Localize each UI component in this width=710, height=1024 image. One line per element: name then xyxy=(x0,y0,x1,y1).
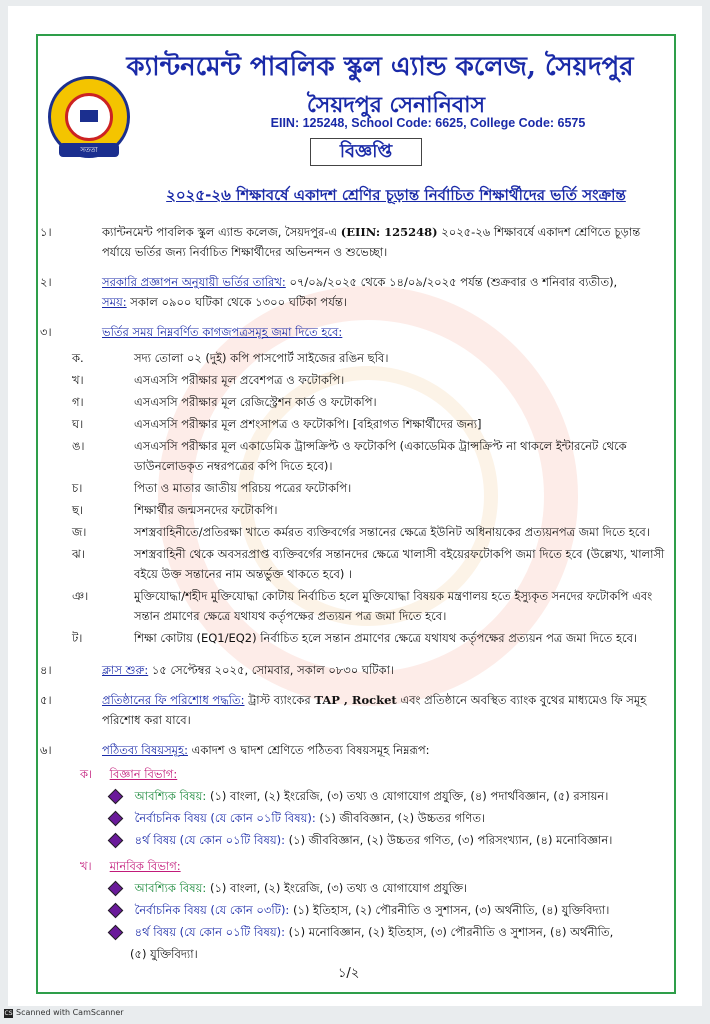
diamond-bullet-icon xyxy=(108,925,124,941)
sub-letter: গ। xyxy=(72,395,84,409)
fee-payment-text: ট্রাস্ট ব্যাংকের xyxy=(248,693,311,707)
scanner-text: Scanned with CamScanner xyxy=(16,1008,124,1017)
item-number: ২। xyxy=(40,275,52,289)
sub-letter: ঙ। xyxy=(72,439,85,453)
list-item xyxy=(40,222,672,262)
document-text: সশস্ত্রবাহিনীতে/প্রতিরক্ষা খাতে কর্মরত ব্যক্তিবর্গের সন্তানের ক্ষেত্রে ইউনিট অধিনায়কের প্রত্যয়নপত্র জমা দিতে হবে। xyxy=(134,525,650,539)
elective-text: (১) ইতিহাস, (২) পৌরনীতি ও সুশাসন, (৩) অর্থনীতি, (৪) যুক্তিবিদ্যা। xyxy=(292,903,610,917)
sub-letter: খ। xyxy=(72,373,84,387)
compulsory-label: আবশ্যিক বিষয়: xyxy=(134,789,207,803)
document-item xyxy=(72,370,672,390)
documents-label: ভর্তির সময় নিম্নবর্ণিত কাগজপত্রসমূহ জমা দিতে হবে: xyxy=(102,325,343,339)
admission-date-text: ০৭/০৯/২০২৫ থেকে ১৪/০৯/২০২৫ পর্যন্ত (শুক্রবার ও শনিবার ব্যতীত), xyxy=(289,275,618,289)
diamond-bullet-icon xyxy=(108,903,124,919)
science-title: বিজ্ঞান বিভাগ: xyxy=(109,767,178,781)
sub-letter: চ। xyxy=(72,481,83,495)
document-text: সদ্য তোলা ০২ (দুই) কপি পাসপোর্ট সাইজের রঙিন ছবি। xyxy=(134,351,389,365)
notice-subject: ২০২৫-২৬ শিক্ষাবর্ষে একাদশ শ্রেণির চূড়ান্ত নির্বাচিত শিক্ষার্থীদের ভর্তি সংক্রান্ত xyxy=(166,186,626,204)
humanities-fourth-cont xyxy=(80,944,672,964)
sub-letter: ছ। xyxy=(72,503,84,517)
compulsory-label: আবশ্যিক বিষয়: xyxy=(134,881,207,895)
fourth-subject-label: ৪র্থ বিষয় (যে কোন ০১টি বিষয়): xyxy=(134,925,285,939)
humanities-title: মানবিক বিভাগ: xyxy=(109,859,181,873)
document-item xyxy=(72,392,672,412)
location-name: সৈয়দপুর সেনানিবাস xyxy=(306,92,486,118)
fee-payment-text: এবং প্রতিষ্ঠানে অবস্থিত ব্যাংক বুথের মাধ্যমেও ফি সমূহ xyxy=(400,693,647,707)
document-text: শিক্ষা কোটায় (EQ1/EQ2) নির্বাচিত হলে সন্তান প্রমাণের ক্ষেত্রে যথাযথ কর্তৃপক্ষের প্রত্যয়ন পত্র জমা দিতে হবে। xyxy=(134,631,638,645)
diamond-bullet-icon xyxy=(108,811,124,827)
list-item xyxy=(40,322,672,342)
subjects-label: পঠিতব্য বিষয়সমূহ: xyxy=(102,743,188,757)
science-fourth xyxy=(80,830,672,850)
scanner-footer xyxy=(4,1008,124,1018)
list-item xyxy=(40,740,672,760)
item-number: ১। xyxy=(40,225,52,239)
science-section xyxy=(40,764,672,850)
sub-letter: ঞ। xyxy=(72,589,89,603)
notice-body xyxy=(40,222,672,966)
document-item xyxy=(72,414,672,434)
item-number: ৬। xyxy=(40,743,52,757)
document-item xyxy=(72,436,672,476)
document-text: এসএসসি পরীক্ষার মূল প্রবেশপত্র ও ফটোকপি। xyxy=(134,373,345,387)
document-text: এসএসসি পরীক্ষার মূল একাডেমিক ট্রান্সক্রিপ্ট ও ফটোকপি (একাডেমিক ট্রান্সক্রিপ্ট না থাকলে ইন্টারনেট থেকে ডাউনলোডকৃত নম্বরপত্রের কপি দিতে হবে)। xyxy=(134,439,627,473)
humanities-heading xyxy=(80,856,672,876)
elective-label: নৈর্বাচনিক বিষয় (যে কোন ০১টি বিষয়): xyxy=(134,811,316,825)
science-heading xyxy=(80,764,672,784)
eiin-text: (EIIN: 125248) xyxy=(340,225,438,239)
diamond-bullet-icon xyxy=(108,789,124,805)
document-item xyxy=(72,478,672,498)
document-text: পিতা ও মাতার জাতীয় পরিচয় পত্রের ফটোকপি। xyxy=(134,481,352,495)
list-item xyxy=(40,272,672,312)
logo-ribbon: সততা xyxy=(59,143,119,157)
item-number: ৩। xyxy=(40,325,52,339)
documents-list xyxy=(40,348,672,648)
document-text: এসএসসি পরীক্ষার মূল প্রশংসাপত্র ও ফটোকপি। [বহিরাগত শিক্ষার্থীদের জন্য] xyxy=(134,417,482,431)
document-text: এসএসসি পরীক্ষার মূল রেজিস্ট্রেশন কার্ড ও ফটোকপি। xyxy=(134,395,377,409)
sub-letter: ক. xyxy=(72,351,84,365)
document-text: সশস্ত্রবাহিনী থেকে অবসরপ্রাপ্ত ব্যক্তিবর্গের সন্তানদের ক্ষেত্রে খালাসী বইয়েরফটোকপি জমা দিতে হবে (উল্লেখ্য, খালাসী বইয়ে উক্ত সন্তানের নাম অন্তর্ভুক্ত থাকতে হবে) । xyxy=(134,547,665,581)
humanities-elective xyxy=(80,900,672,920)
document-item xyxy=(72,522,672,542)
page-number: ১/২ xyxy=(338,966,360,981)
document-item xyxy=(72,348,672,368)
tap-rocket-text: TAP , Rocket xyxy=(314,693,397,707)
sub-letter: ক। xyxy=(80,767,93,781)
humanities-fourth xyxy=(80,922,672,942)
item-text: ক্যান্টনমেন্ট পাবলিক স্কুল এ্যান্ড কলেজ, সৈয়দপুর-এ xyxy=(102,225,338,239)
elective-text: (১) জীববিজ্ঞান, (২) উচ্চতর গণিত। xyxy=(319,811,486,825)
sub-letter: জ। xyxy=(72,525,87,539)
camscanner-icon: CS xyxy=(4,1010,13,1017)
institution-codes: EIIN: 125248, School Code: 6625, College Code: 6575 xyxy=(270,116,586,130)
document-item xyxy=(72,628,672,648)
fee-payment-label: প্রতিষ্ঠানের ফি পরিশোধ পদ্ধতি: xyxy=(102,693,245,707)
sub-letter: ট। xyxy=(72,631,83,645)
compulsory-text: (১) বাংলা, (২) ইংরেজি, (৩) তথ্য ও যোগাযোগ প্রযুক্তি, (৪) পদার্থবিজ্ঞান, (৫) রসায়ন। xyxy=(209,789,609,803)
fourth-subject-label: ৪র্থ বিষয় (যে কোন ০১টি বিষয়): xyxy=(134,833,285,847)
list-item xyxy=(40,660,672,680)
book-icon xyxy=(80,110,98,122)
compulsory-text: (১) বাংলা, (২) ইংরেজি, (৩) তথ্য ও যোগাযোগ প্রযুক্তি। xyxy=(209,881,468,895)
diamond-bullet-icon xyxy=(108,881,124,897)
fee-payment-text: পরিশোধ করা যাবে। xyxy=(102,713,191,727)
science-elective xyxy=(80,808,672,828)
diamond-bullet-icon xyxy=(108,833,124,849)
list-item xyxy=(40,690,672,730)
item-text: ২০২৫-২৬ শিক্ষাবর্ষে একাদশ শ্রেণিতে চূড়ান্ত xyxy=(441,225,641,239)
school-name: ক্যান্টনমেন্ট পাবলিক স্কুল এ্যান্ড কলেজ, সৈয়দপুর xyxy=(126,52,634,82)
class-start-label: ক্লাস শুরু: xyxy=(102,663,149,677)
document-item xyxy=(72,544,672,584)
document-text: শিক্ষার্থীর জন্মসনদের ফটোকপি। xyxy=(134,503,278,517)
document-item xyxy=(72,586,672,626)
admission-date-label: সরকারি প্রজ্ঞাপন অনুযায়ী ভর্তির তারিখ: xyxy=(102,275,286,289)
subjects-text: একাদশ ও দ্বাদশ শ্রেণিতে পঠিতব্য বিষয়সমূহ নিম্নরূপ: xyxy=(191,743,430,757)
document-page xyxy=(8,6,702,1006)
notice-label: বিজ্ঞপ্তি xyxy=(310,138,422,166)
item-number: ৫। xyxy=(40,693,52,707)
logo-inner-circle xyxy=(65,93,113,141)
fourth-subject-text: (৫) যুক্তিবিদ্যা। xyxy=(130,947,198,961)
sub-letter: ঝ। xyxy=(72,547,85,561)
sub-letter: ঘ। xyxy=(72,417,84,431)
sub-letter: খ। xyxy=(80,859,92,873)
item-text: পর্যায়ে ভর্তির জন্য নির্বাচিত শিক্ষার্থীদের অভিনন্দন ও শুভেচ্ছা। xyxy=(102,245,388,259)
document-text: মুক্তিযোদ্ধা/শহীদ মুক্তিযোদ্ধা কোটায় নির্বাচিত হলে মুক্তিযোদ্ধা বিষয়ক মন্ত্রণালয় হতে ইস্যুকৃত সনদের ফটোকপি এবং সন্তান প্রমাণের ক্ষেত্রে যথাযথ কর্তৃপক্ষের প্রত্যয়ন পত্র জমা দিতে হবে। xyxy=(134,589,653,623)
document-item xyxy=(72,500,672,520)
science-compulsory xyxy=(80,786,672,806)
class-start-text: ১৫ সেপ্টেম্বর ২০২৫, সোমবার, সকাল ০৮৩০ ঘটিকা। xyxy=(151,663,395,677)
humanities-section xyxy=(40,856,672,964)
elective-label: নৈর্বাচনিক বিষয় (যে কোন ০৩টি): xyxy=(134,903,290,917)
time-text: সকাল ০৯০০ ঘটিকা থেকে ১৩০০ ঘটিকা পর্যন্ত। xyxy=(130,295,347,309)
time-label: সময়: xyxy=(102,295,127,309)
fourth-subject-text: (১) মনোবিজ্ঞান, (২) ইতিহাস, (৩) পৌরনীতি ও সুশাসন, (৪) অর্থনীতি, xyxy=(288,925,614,939)
fourth-subject-text: (১) জীববিজ্ঞান, (২) উচ্চতর গণিত, (৩) পরিসংখ্যান, (৪) মনোবিজ্ঞান। xyxy=(288,833,613,847)
item-number: ৪। xyxy=(40,663,52,677)
humanities-compulsory xyxy=(80,878,672,898)
